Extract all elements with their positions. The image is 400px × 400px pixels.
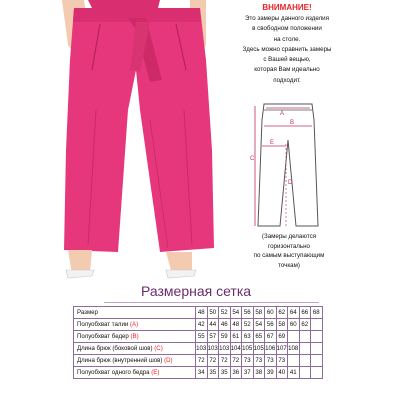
table-cell (288, 355, 300, 367)
measurement-diagram (250, 100, 330, 230)
table-cell: 69 (276, 331, 288, 343)
size-header-cell: 56 (242, 307, 254, 319)
table-cell (299, 331, 311, 343)
table-row (74, 355, 323, 367)
table-cell: 63 (242, 331, 254, 343)
diagram-label-a: A (280, 111, 285, 117)
table-cell (299, 367, 311, 379)
table-cell (299, 343, 311, 355)
table-cell: 105 (242, 343, 254, 355)
measurement-label (74, 319, 196, 331)
table-cell (311, 319, 323, 331)
measurement-label (74, 367, 196, 379)
trousers-outline-diagram (250, 100, 330, 230)
diagram-label-b: B (290, 120, 295, 126)
note-line: горизонтально (268, 242, 310, 250)
table-cell: 38 (253, 367, 265, 379)
title-divider (104, 302, 319, 303)
measurement-letter: (C) (154, 345, 163, 352)
table-cell: 72 (196, 355, 208, 367)
table-cell: 61 (230, 331, 242, 343)
size-header-cell: 64 (288, 307, 300, 319)
table-cell: 104 (230, 343, 242, 355)
measurement-name: Полуобхват талии (77, 321, 129, 328)
table-cell: 73 (265, 355, 277, 367)
table-cell (311, 343, 323, 355)
table-cell: 72 (219, 355, 231, 367)
table-row (74, 343, 323, 355)
product-photo (0, 0, 215, 282)
notice-line: в свободном положении (252, 25, 322, 33)
size-header-cell: 60 (265, 307, 277, 319)
table-cell: 44 (207, 319, 219, 331)
measurement-name: Длина брюк (внутренний шов) (77, 357, 163, 364)
size-header-label: Размер (74, 307, 196, 319)
table-cell: 40 (276, 367, 288, 379)
table-cell: 42 (196, 319, 208, 331)
size-header-cell: 66 (299, 307, 311, 319)
notice-line: Это замеры данного изделия (245, 15, 329, 22)
table-cell: 65 (253, 331, 265, 343)
table-row (74, 367, 323, 379)
table-cell (311, 367, 323, 379)
notice-line: которая Вам идеально (254, 66, 320, 74)
measurement-letter: (A) (129, 321, 139, 328)
measurement-name: Полуобхват бедер (77, 333, 129, 340)
measurement-label (74, 331, 196, 343)
table-cell: 55 (196, 331, 208, 343)
table-cell: 103 (219, 343, 231, 355)
table-cell: 72 (230, 355, 242, 367)
table-row (74, 319, 323, 331)
notice-line: на столе. (273, 35, 301, 43)
measurement-label (74, 355, 196, 367)
table-cell: 72 (207, 355, 219, 367)
size-header-cell: 54 (230, 307, 242, 319)
table-cell: 41 (288, 367, 300, 379)
pink-trousers-image (0, 0, 215, 282)
table-cell: 62 (299, 319, 311, 331)
measurement-letter: (B) (130, 333, 139, 340)
diagram-label-d: D (288, 180, 293, 186)
table-cell: 35 (207, 367, 219, 379)
table-cell (288, 331, 300, 343)
table-cell: 103 (196, 343, 208, 355)
table-cell: 67 (265, 331, 277, 343)
table-cell: 105 (253, 343, 265, 355)
size-header-cell: 52 (219, 307, 231, 319)
table-cell: 106 (265, 343, 277, 355)
notice-line: Здесь можно сравнить замеры (242, 45, 332, 53)
table-cell (311, 331, 323, 343)
table-cell: 73 (253, 355, 265, 367)
measurement-letter: (E) (151, 369, 160, 376)
table-cell: 58 (276, 319, 288, 331)
table-cell: 39 (265, 367, 277, 379)
table-cell: 54 (253, 319, 265, 331)
table-row (74, 331, 323, 343)
note-line: точкам) (278, 261, 300, 269)
diagram-label-e: E (270, 140, 275, 146)
table-cell: 60 (288, 319, 300, 331)
size-header-row (74, 307, 323, 319)
measurement-name: Длина брюк (боковой шов) (77, 345, 153, 352)
table-cell: 52 (242, 319, 254, 331)
size-header-cell: 48 (196, 307, 208, 319)
size-header-cell: 50 (207, 307, 219, 319)
table-cell: 35 (219, 367, 231, 379)
measurement-note (234, 232, 344, 270)
table-cell: 34 (196, 367, 208, 379)
table-cell: 46 (219, 319, 231, 331)
measurement-name: Полуобхват одного бедра (77, 369, 150, 376)
diagram-label-c: C (250, 156, 255, 162)
table-cell: 48 (230, 319, 242, 331)
table-cell (311, 355, 323, 367)
table-cell: 56 (265, 319, 277, 331)
table-cell: 59 (219, 331, 231, 343)
size-table (73, 306, 323, 379)
notice-title: ВНИМАНИЕ! (262, 3, 312, 12)
table-cell: 36 (230, 367, 242, 379)
table-cell: 103 (207, 343, 219, 355)
table-cell: 37 (242, 367, 254, 379)
table-cell: 73 (276, 355, 288, 367)
size-header-cell: 62 (276, 307, 288, 319)
measurement-letter: (D) (164, 357, 173, 364)
table-cell: 57 (207, 331, 219, 343)
table-cell: 108 (288, 343, 300, 355)
size-grid-title: Размерная сетка (141, 283, 252, 299)
table-cell: 107 (276, 343, 288, 355)
note-line: по самым выступающим (253, 252, 325, 259)
size-header-cell: 68 (311, 307, 323, 319)
notice-line: с Вашей вещью, (263, 56, 311, 64)
measurement-label (74, 343, 196, 355)
note-line: (Замеры делаются (261, 233, 317, 240)
notice-line: подходит. (273, 76, 301, 84)
table-cell (299, 355, 311, 367)
notice-text (228, 14, 346, 86)
table-cell: 73 (242, 355, 254, 367)
size-header-cell: 58 (253, 307, 265, 319)
